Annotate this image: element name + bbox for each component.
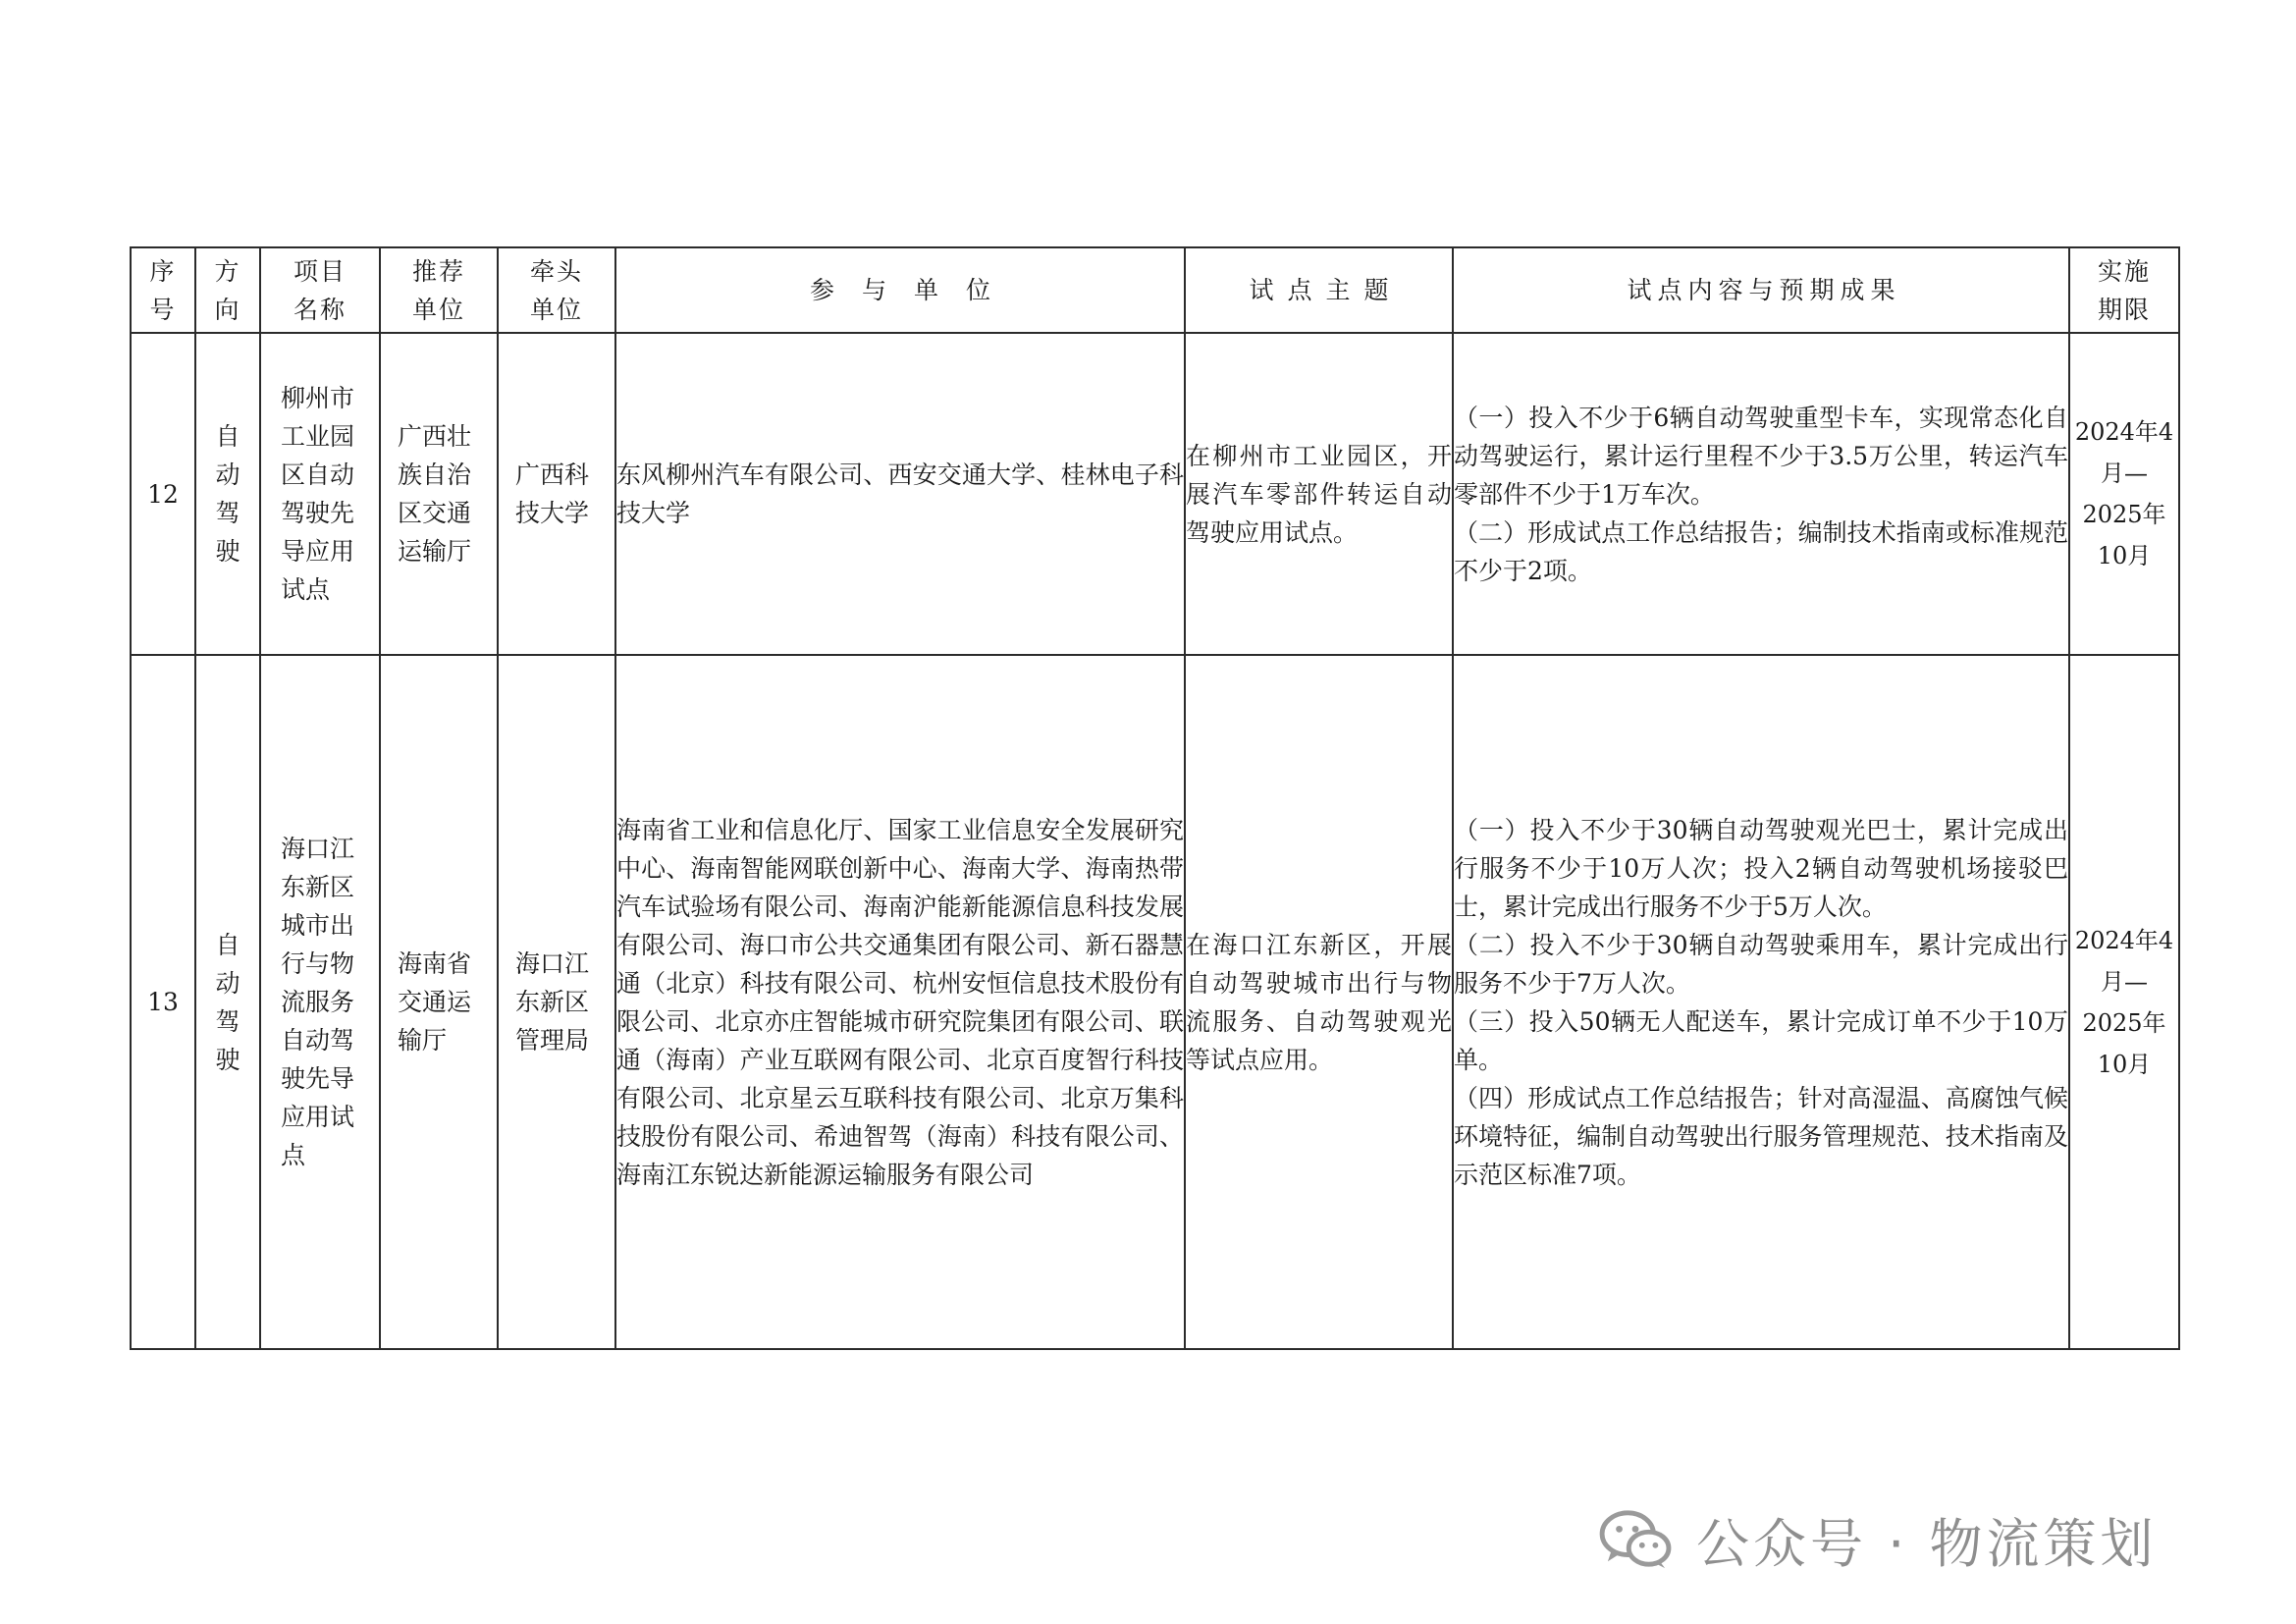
- result-item: （一）投入不少于6辆自动驾驶重型卡车，实现常态化自动驾驶运行，累计运行里程不少于3.5万公里，转运汽车零部件不少于1万车次。: [1454, 403, 2068, 509]
- row-content-results: [1453, 655, 2069, 1349]
- period-end-month: 10月: [2097, 542, 2152, 569]
- header-seq: 序号: [131, 247, 195, 333]
- header-period: 实施期限: [2069, 247, 2179, 333]
- table-row: [131, 655, 2179, 1349]
- header-lead-unit: 牵头单位: [498, 247, 615, 333]
- row-content-results: [1453, 333, 2069, 655]
- row-direction: 自动驾驶: [195, 655, 260, 1349]
- row-project-name: 柳州市工业园区自动驾驶先导应用试点: [260, 333, 380, 655]
- row-period: [2069, 655, 2179, 1349]
- header-row: [131, 247, 2179, 333]
- table-row: [131, 333, 2179, 655]
- period-end-month: 10月: [2097, 1050, 2152, 1078]
- result-item: （三）投入50辆无人配送车，累计完成订单不少于10万单。: [1454, 1006, 2068, 1074]
- row-direction: 自动驾驶: [195, 333, 260, 655]
- watermark: [1598, 1505, 2158, 1574]
- row-participants: 东风柳州汽车有限公司、西安交通大学、桂林电子科技大学: [615, 333, 1185, 655]
- row-lead-unit: 广西科技大学: [498, 333, 615, 655]
- result-item: （四）形成试点工作总结报告；针对高湿温、高腐蚀气候环境特征，编制自动驾驶出行服务管理规范、技术指南及示范区标准7项。: [1454, 1083, 2068, 1189]
- row-recommender: 海南省交通运输厅: [380, 655, 498, 1349]
- pilot-projects-table: [130, 246, 2180, 1350]
- header-recommender: 推荐单位: [380, 247, 498, 333]
- period-end-year: 2025年: [2082, 1008, 2166, 1037]
- header-project-name: 项目名称: [260, 247, 380, 333]
- result-item: （二）形成试点工作总结报告；编制技术指南或标准规范不少于2项。: [1454, 517, 2068, 585]
- row-seq: 13: [131, 655, 195, 1349]
- wechat-icon: [1598, 1508, 1675, 1571]
- result-item: （一）投入不少于30辆自动驾驶观光巴士，累计完成出行服务不少于10万人次；投入2辆自动驾驶机场接驳巴士，累计完成出行服务不少于5万人次。: [1454, 815, 2068, 921]
- header-participants: 参与单位: [615, 247, 1185, 333]
- row-pilot-theme: 在柳州市工业园区，开展汽车零部件转运自动驾驶应用试点。: [1185, 333, 1453, 655]
- row-lead-unit: 海口江东新区管理局: [498, 655, 615, 1349]
- period-start: 2024年4月—: [2074, 926, 2174, 996]
- header-content-results: 试点内容与预期成果: [1453, 247, 2069, 333]
- row-period: [2069, 333, 2179, 655]
- row-participants: 海南省工业和信息化厅、国家工业信息安全发展研究中心、海南智能网联创新中心、海南大学、海南热带汽车试验场有限公司、海南沪能新能源信息科技发展有限公司、海口市公共交通集团有限公司、新石器慧通（北京）科技有限公司、杭州安恒信息技术股份有限公司、北京亦庄智能城市研究院集团有限公司、联通（海南）产业互联网有限公司、北京百度智行科技有限公司、北京星云互联科技有限公司、北京万集科技股份有限公司、希迪智驾（海南）科技有限公司、海南江东锐达新能源运输服务有限公司: [615, 655, 1185, 1349]
- header-pilot-theme: 试点主题: [1185, 247, 1453, 333]
- row-recommender: 广西壮族自治区交通运输厅: [380, 333, 498, 655]
- row-project-name: 海口江东新区城市出行与物流服务自动驾驶先导应用试点: [260, 655, 380, 1349]
- row-pilot-theme: 在海口江东新区，开展自动驾驶城市出行与物流服务、自动驾驶观光等试点应用。: [1185, 655, 1453, 1349]
- period-start: 2024年4月—: [2074, 418, 2174, 487]
- header-direction: 方向: [195, 247, 260, 333]
- result-item: （二）投入不少于30辆自动驾驶乘用车，累计完成出行服务不少于7万人次。: [1454, 930, 2068, 998]
- watermark-text: 公众号 · 物流策划: [1696, 1512, 2158, 1575]
- period-end-year: 2025年: [2082, 501, 2166, 528]
- row-seq: 12: [131, 333, 195, 655]
